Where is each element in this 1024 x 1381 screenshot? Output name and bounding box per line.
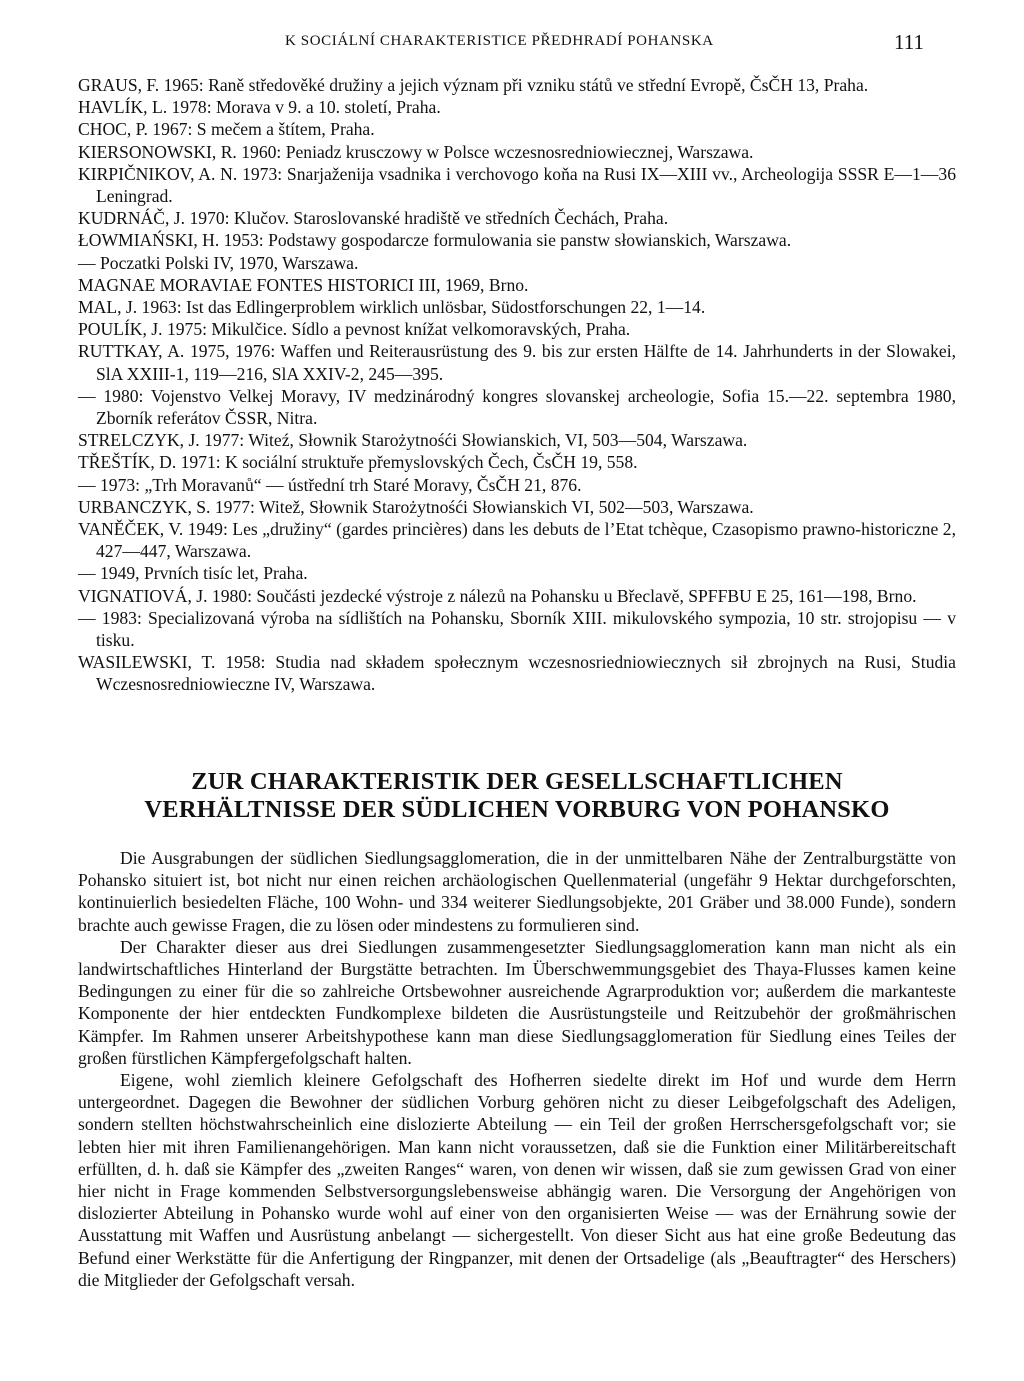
running-head: K SOCIÁLNÍ CHARAKTERISTICE PŘEDHRADÍ POHANSKA xyxy=(285,33,714,49)
section-title-line: VERHÄLTNISSE DER SÜDLICHEN VORBURG VON POHANSKO xyxy=(144,796,890,823)
bibliography-entry: KUDRNÁČ, J. 1970: Klučov. Staroslovanské hradiště ve středních Čechách, Praha. xyxy=(78,208,669,229)
bibliography-entry: HAVLÍK, L. 1978: Morava v 9. a 10. století, Praha. xyxy=(78,97,441,118)
bibliography-entry: VANĚČEK, V. 1949: Les „družiny“ (gardes princières) dans les debuts de l’Etat tchèque, Czasopismo prawno-historiczne 2, 427—447, Warszawa. xyxy=(78,519,956,562)
bibliography-entry: MAL, J. 1963: Ist das Edlingerproblem wirklich unlösbar, Südostforschungen 22, 1—14. xyxy=(78,297,706,318)
bibliography-entry: — 1973: „Trh Moravanů“ — ústřední trh Staré Moravy, ČsČH 21, 876. xyxy=(78,474,582,495)
body-text xyxy=(78,847,956,1291)
bibliography-entry: — Poczatki Polski IV, 1970, Warszawa. xyxy=(78,252,359,273)
section-title-line: ZUR CHARAKTERISTIK DER GESELLSCHAFTLICHEN xyxy=(191,768,843,795)
bibliography-entry: — 1983: Specializovaná výroba na sídlištích na Pohansku, Sborník XIII. mikulovského sympozia, 10 str. strojopisu — v tisku. xyxy=(78,607,956,651)
bibliography-entry: RUTTKAY, A. 1975, 1976: Waffen und Reiterausrüstung des 9. bis zur ersten Hälfte de 14. Jahrhunderts in der Slowakei, SlA XXIII-1, 119—216, SlA XXIV-2, 245—395. xyxy=(78,341,956,384)
page-number: 111 xyxy=(894,30,924,54)
bibliography-entry: CHOC, P. 1967: S mečem a štítem, Praha. xyxy=(78,119,375,140)
bibliography-entry: STRELCZYK, J. 1977: Witeź, Słownik Starożytnośći Słowianskich, VI, 503—504, Warszawa. xyxy=(78,430,748,451)
section-title xyxy=(78,768,956,824)
bibliography-entry: KIRPIČNIKOV, A. N. 1973: Snarjaženija vsadnika i verchovogo koňa na Rusi IX—XIII vv., Archeologija SSSR E—1—36 Leningrad. xyxy=(78,163,956,207)
paragraph: Eigene, wohl ziemlich kleinere Gefolgschaft des Hofherren siedelte direkt im Hof und wurde dem Herrn untergeordnet. Dagegen die Bewohner der südlichen Vorburg gehören nicht zu dieser Leibgefolgschaft des Adeligen, sondern stellten höchstwahrscheinlich eine dislozierte Abteilung — ein Teil der großen Herrschersgefolgschaft vor; sie lebten hier mit ihren Familienangehörigen. Man kann nicht voraussetzen, daß sie die Funktion einer Militärbereitschaft erfüllten, d. h. daß sie Kämpfer des „zweiten Ranges“ waren, von denen wir wissen, daß sie zum gewissen Grad von einer hier nicht in Frage kommenden Selbstversorgungslebensweise abhängig waren. Die Versorgung der Angehörigen von dislozierter Abteilung in Pohansko wurde wohl auf einer von den organisierten Weise — was der Ernährung sowie der Ausstattung mit Waffen und Ausrüstung anbelangt — sichergestellt. Von dieser Sicht aus hat eine große Bedeutung das Befund einer Werkstätte für die Anfertigung der Ringpanzer, mit denen der Ortsadelige (als „Beauftragter“ des Herschers) die Mitglieder der Gefolgschaft versah. xyxy=(78,1070,956,1290)
bibliography-entry: — 1980: Vojenstvo Velkej Moravy, IV medzinárodný kongres slovanskej archeologie, Sofia 15.—22. septembra 1980, Zborník referátov ČSSR, Nitra. xyxy=(78,385,956,429)
bibliography-entry: GRAUS, F. 1965: Raně středověké družiny a jejich význam při vzniku států ve střední Evropě, ČsČH 13, Praha. xyxy=(78,75,869,95)
bibliography-entry: ŁOWMIAŃSKI, H. 1953: Podstawy gospodarcze formulowania sie panstw słowianskich, Warszawa. xyxy=(78,230,792,251)
bibliography xyxy=(78,74,956,696)
bibliography-entry: TŘEŠTÍK, D. 1971: K sociální struktuře přemyslovských Čech, ČsČH 19, 558. xyxy=(78,452,638,473)
paragraph: Die Ausgrabungen der südlichen Siedlungsagglomeration, die in der unmittelbaren Nähe der Zentralburgstätte von Pohansko situiert ist, bot nicht nur einen reichen archäologischen Quellenmaterial (ungefähr 9 Hektar durchgeforschten, kontinuierlich besiedelten Fläche, 100 Wohn- und 334 weiterer Siedlungsobjekte, 201 Gräber und 38.000 Funde), sondern brachte auch gewisse Fragen, die zu lösen oder mindestens zu formulieren sind. xyxy=(78,848,956,935)
bibliography-entry: — 1949, Prvních tisíc let, Praha. xyxy=(78,563,308,584)
bibliography-entry: WASILEWSKI, T. 1958: Studia nad składem społecznym wczesnosriedniowiecznych sił zbrojnych na Rusi, Studia Wczesnosredniowieczne IV, Warszawa. xyxy=(78,652,956,695)
bibliography-entry: POULÍK, J. 1975: Mikulčice. Sídlo a pevnost knížat velkomoravských, Praha. xyxy=(78,319,631,340)
bibliography-entry: KIERSONOWSKI, R. 1960: Peniadz krusczowy w Polsce wczesnosredniowiecznej, Warszawa. xyxy=(78,141,754,162)
bibliography-entry: VIGNATIOVÁ, J. 1980: Součásti jezdecké výstroje z nálezů na Pohansku u Břeclavě, SPFFBU E 25, 161—198, Brno. xyxy=(78,585,917,606)
paragraph: Der Charakter dieser aus drei Siedlungen zusammengesetzter Siedlungsagglomeration kann man nicht als ein landwirtschaftliches Hinterland der Burgstätte betrachten. Im Überschwemmungsgebiet des Thaya-Flusses kamen keine Bedingungen zu einer für die so zahlreiche Ortsbewohner ausreichende Agrarproduktion vor; außerdem die markanteste Komponente der hier entdeckten Fundkomplexe bildeten die Ausrüstungsteile und Reitzubehör der großmährischen Kämpfer. Im Rahmen unserer Arbeitshypothese kann man diese Siedlungsagglomeration für Siedlung eines Teiles der großen fürstlichen Kämpfergefolgschaft halten. xyxy=(78,936,956,1068)
bibliography-entry: MAGNAE MORAVIAE FONTES HISTORICI III, 1969, Brno. xyxy=(78,274,529,295)
bibliography-entry: URBANCZYK, S. 1977: Witež, Słownik Starożytnośći Słowianskich VI, 502—503, Warszawa. xyxy=(78,496,754,517)
